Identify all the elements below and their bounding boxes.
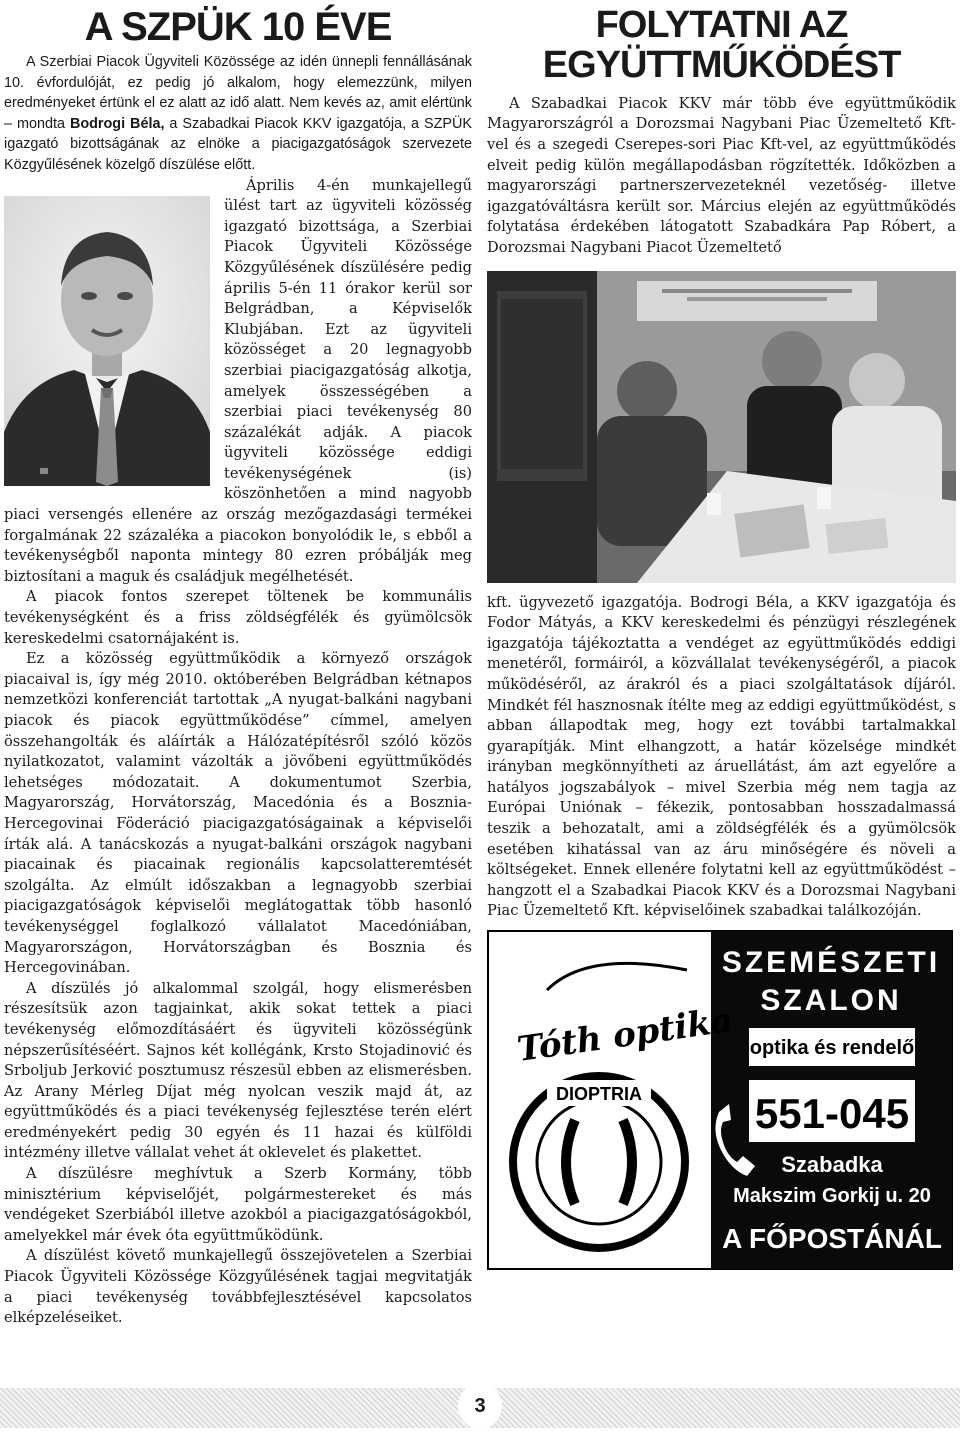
optika-advertisement — [487, 930, 953, 1270]
left-paragraph-5: A díszülésre meghívtuk a Szerb Kormány, több minisztérium képviselőjét, polgármestereket és más vendégeket Szerbiából illetve azokból a piacigazgatóságokból, amelyekkel már évek óta együttműködünk. — [4, 1165, 472, 1244]
right-lead: A Szabadkai Piacok KKV már több éve együttműködik Magyarországról a Dorozsmai Nagybani Piac Üzemeltető Kft-vel és a szegedi Cserepes-sori Piac Kft-vel, az együttműködés elveit pedig külön megállapodásban rögzítették. Időközben a magyarországi partnerszervezeteknél vezetőség- illetve igazgatóváltásra került sor. Március elején az együttműködés folytatása érdekében látogatott Szabadkára Pap Róbert, a Dorozsmai Nagybani Piacot Üzemeltető — [487, 94, 956, 256]
right-article — [487, 0, 956, 1270]
left-article-intro — [4, 52, 472, 176]
left-article-title: A SZPÜK 10 ÉVE — [84, 5, 392, 49]
page-number: 3 — [458, 1383, 502, 1429]
right-article-title — [487, 0, 956, 86]
intro-name: Bodrogi Béla, — [69, 115, 165, 132]
meeting-illustration — [487, 271, 956, 583]
ad-heading-2: SZALON — [760, 984, 902, 1018]
advertisement-artwork — [487, 930, 953, 1270]
ad-service: optika és rendelő — [749, 1037, 915, 1060]
left-paragraph-4: A díszülés jó alkalommal szolgál, hogy elismerésben részesítsük azon tagjainkat, akik sokat tettek a piaci tevékenység előmozdításáért és ügyviteli közösségünk népszerűsítéséért. Sajnos két kollégánk, Krsto Stojadinović és Srboljub Jerković posztumusz részesül ebben az elismerésben. Az Arany Mérleg Díjat még nyolcan veszik majd át, az együttműködés és a piaci tevékenység fejlesztése terén elért eredményekért pedig 30 egyén és 11 hazai és külföldi intézmény illetve vállalat vehet át oklevelet és plakettet. — [4, 979, 472, 1162]
ad-heading-1: SZEMÉSZETI — [721, 946, 941, 980]
ad-city: Szabadka — [781, 1152, 883, 1178]
right-body: kft. ügyvezető igazgatója. Bodrogi Béla, a KKV igazgatója és Fodor Mátyás, a KKV kereskedelmi és pénzügyi részlegének igazgatója tájékoztatta a vendéget az együttműködés eddigi menetéről, formáiról, a közvállalat tevékenységéről, a piacok működéséről, az árakról és a piaci szolgáltatások díjáról. Mindkét fél hasznosnak ítélte meg az eddigi együttműködést, s abban állapodtak meg, hogy ezt további tartalmakkal gyarapítják. Mint elhangzott, a határ közelsége mindkét irányban megkönnyítheti az áruellátást, ám azt egyelőre a hatályos jogszabályok – mivel Szerbia még nem tagja az Európai Uniónak – fékezik, pontosabban hosszadalmassá teszik a behozatalt, ami a zöldségfélék és a gyümölcsök esetében kihatással van az áru minőségére és növeli a költségeket. Ennek ellenére folytatni kell az együttműködést – hangzott el a Szabadkai Piacok KKV és a Dorozsmai Nagybani Piac Üzemeltető Kft. képviselőinek szabadkai találkozóján. — [487, 593, 956, 920]
portrait-photo — [4, 182, 210, 486]
ad-logo-script: Tóth optika — [514, 1000, 736, 1070]
left-article — [4, 0, 472, 1329]
portrait-illustration — [4, 182, 210, 486]
intro-text-2: a Szabadkai Piacok KKV igazgatója, a SZPÜK igazgató bizottságának az elnöke a piacigazgatóságok szervezete Közgyűlésének közelgő díszülése előtt. — [4, 115, 472, 173]
ad-phone: 551-045 — [754, 1090, 910, 1138]
left-paragraph-3: Ez a közösség együttműködik a környező országok piacaival is, így még 2010. októberében Belgrádban kétnapos nemzetközi konferenciát tartottak „A nyugat-balkáni nagybani piacok és piacok együttműködése” címmel, amelyen összehangolták és aláírták a Hálózatépítésről szóló közös nyilatkozatot, valamint vázolták a jövőbeni együttműködés lehetséges módozatait. A dokumentumot Szerbia, Magyarország, Horvátország, Macedónia és a Bosznia-Hercegovinai Föderáció piacigazgatóságainak a képviselői írták alá. A tanácskozás a nyugat-balkáni országok nagybani piacainak és piacainak regionális kapcsolatteremtését szolgálta. Az elmúlt időszakban a legnagyobb szerbiai piacigazgatóságok képviselői meglátogattak több hasonló tevékenységgel foglalkozó vállalatot Macedóniában, Magyarországon, Horvátországban és Bosznia és Hercegovinában. — [4, 650, 472, 977]
left-paragraph-6: A díszülést követő munkajellegű összejövetelen a Szerbiai Piacok Ügyviteli Közössége Közgyűlésének tagjai megvitatják a piaci tevékenység továbbfejlesztésével kapcsolatos elképzeléseiket. — [4, 1247, 472, 1327]
right-title-line-1: FOLYTATNI AZ — [595, 4, 848, 46]
meeting-photo — [487, 271, 956, 583]
ad-street: Makszim Gorkij u. 20 — [733, 1185, 931, 1208]
right-title-line-2: EGYÜTTMŰKÖDÉST — [542, 43, 901, 86]
left-paragraph-1: Április 4-én munkajellegű ülést tart az ügyviteli közösség igazgató bizottsága, a Szerbiai Piacok Ügyviteli Közössége Közgyűlésének díszülésére pedig április 5-én 11 órakor kerül sor Belgrádban, a Képviselők Klubjában. Ezt az ügyviteli közösséget a 20 legnagyobb szerbiai piacigazgatóság alkotja, amelyek összességében a szerbiai piaci tevékenység 80 százalékát adják. A piacok ügyviteli közössége eddigi tevékenységének (is) köszönhetően a mind nagyobb piaci versengés ellenére az ország mezőgazdasági termékei forgalmának 22 százaléka a piacokon bonyolódik le, s ebből a tevékenységből naponta mintegy 80 ezren próbálják meg biztosítani a maguk és családjuk megélhetését. — [4, 176, 472, 585]
ad-landmark: A FŐPOSTÁNÁL — [722, 1223, 942, 1255]
ad-logo-ring: DIOPTRIA — [555, 1084, 643, 1105]
intro-text-1: A Szerbiai Piacok Ügyviteli Közössége az idén ünnepli fennállásának 10. évfordulóját, ez pedig jó alkalom, hogy elemezzünk, milyen eredményeket értünk el ez alatt az idő alatt. Nem kevés az, amit elértünk – mondta — [4, 54, 472, 132]
left-paragraph-2: A piacok fontos szerepet töltenek be kommunális tevékenységként és a friss zöldségfélék és gyümölcsök kereskedelmi csatornájaként is. — [4, 588, 472, 647]
